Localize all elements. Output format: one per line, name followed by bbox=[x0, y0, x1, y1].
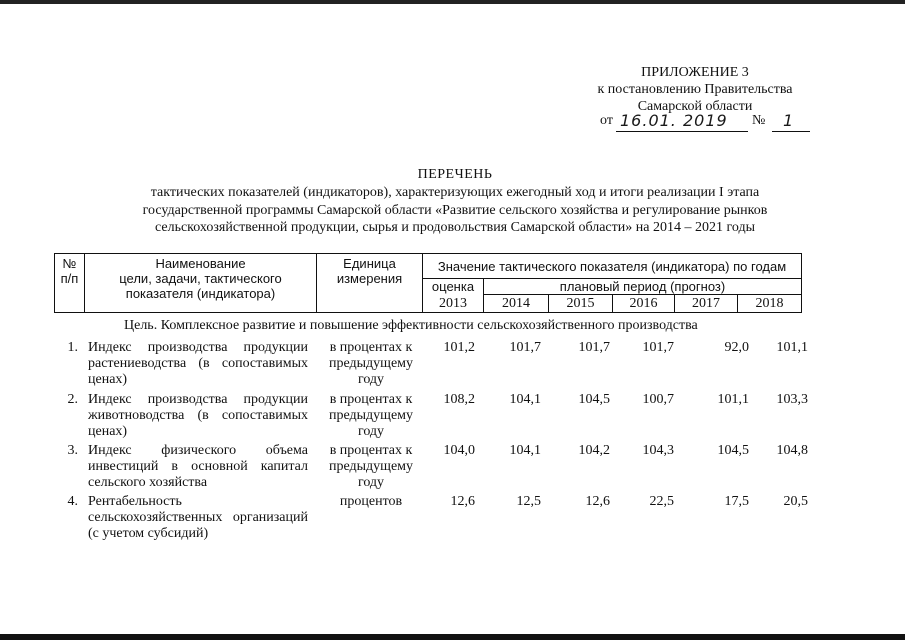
row-name: Рентабельность сельскохозяйственных организаций (с учетом субсидий) bbox=[88, 494, 308, 541]
header-estimate: оценка bbox=[423, 279, 484, 295]
header-year-2015: 2015 bbox=[549, 295, 613, 313]
header-year-2013: 2013 bbox=[423, 295, 484, 313]
row-unit: в процентах к предыдущему году bbox=[328, 443, 414, 490]
row-num: 2. bbox=[67, 392, 78, 407]
value-2014: 104,1 bbox=[509, 443, 541, 458]
value-2013: 101,2 bbox=[443, 340, 475, 355]
appendix-line3: Самарской области bbox=[637, 99, 753, 114]
subtitle-line: тактических показателей (индикаторов), характеризующих ежегодный ход и итоги реализации I этапа bbox=[150, 185, 760, 200]
handwritten-number: 1 bbox=[783, 111, 795, 130]
scan-bottom-edge bbox=[0, 634, 905, 640]
row-unit: в процентах к предыдущему году bbox=[328, 340, 414, 387]
value-2014: 12,5 bbox=[516, 494, 541, 509]
value-2016: 22,5 bbox=[649, 494, 674, 509]
header-unit: Единица измерения bbox=[317, 254, 423, 313]
value-2015: 101,7 bbox=[578, 340, 610, 355]
value-2018: 104,8 bbox=[776, 443, 808, 458]
value-2018: 103,3 bbox=[776, 392, 808, 407]
value-2013: 104,0 bbox=[443, 443, 475, 458]
handwritten-date: 16.01. 2019 bbox=[620, 111, 728, 130]
subtitle-line: государственной программы Самарской области «Развитие сельского хозяйства и регулирование рынков bbox=[142, 202, 768, 218]
header-values: Значение тактического показателя (индикатора) по годам bbox=[423, 254, 802, 279]
header-name: Наименование цели, задачи, тактического показателя (индикатора) bbox=[85, 254, 317, 313]
date-underline bbox=[616, 131, 748, 132]
value-2013: 12,6 bbox=[450, 494, 475, 509]
row-name: Индекс производства продукции животноводства (в сопоставимых ценах) bbox=[88, 392, 308, 439]
value-2016: 100,7 bbox=[642, 392, 674, 407]
row-name: Индекс производства продукции растениеводства (в сопоставимых ценах) bbox=[88, 340, 308, 387]
header-forecast: плановый период (прогноз) bbox=[484, 279, 802, 295]
value-2014: 101,7 bbox=[509, 340, 541, 355]
value-2014: 104,1 bbox=[509, 392, 541, 407]
row-name: Индекс физического объема инвестиций в основной капитал сельского хозяйства bbox=[88, 443, 308, 490]
value-2017: 104,5 bbox=[717, 443, 749, 458]
header-num: № п/п bbox=[55, 254, 85, 313]
value-2018: 20,5 bbox=[783, 494, 808, 509]
appendix-header bbox=[560, 64, 830, 115]
value-2018: 101,1 bbox=[776, 340, 808, 355]
row-num: 3. bbox=[67, 443, 78, 458]
row-unit: процентов bbox=[339, 494, 403, 509]
appendix-line2: к постановлению Правительства bbox=[597, 82, 793, 97]
subtitle-line: сельскохозяйственной продукции, сырья и продовольствия Самарской области» на 2014 – 2021 годы bbox=[155, 220, 755, 235]
row-unit: в процентах к предыдущему году bbox=[328, 392, 414, 439]
value-2017: 92,0 bbox=[724, 340, 749, 355]
value-2013: 108,2 bbox=[443, 392, 475, 407]
header-year-2018: 2018 bbox=[738, 295, 802, 313]
value-2017: 17,5 bbox=[724, 494, 749, 509]
number-prefix: № bbox=[752, 113, 766, 128]
row-num: 1. bbox=[67, 340, 78, 355]
number-underline bbox=[772, 131, 810, 132]
document-subtitle bbox=[60, 184, 850, 237]
header-year-2014: 2014 bbox=[484, 295, 549, 313]
indicators-table-header bbox=[54, 253, 802, 313]
header-year-2017: 2017 bbox=[675, 295, 738, 313]
value-2017: 101,1 bbox=[717, 392, 749, 407]
value-2015: 104,2 bbox=[578, 443, 610, 458]
goal-row: Цель. Комплексное развитие и повышение эффективности сельскохозяйственного производства bbox=[124, 318, 698, 333]
date-prefix: от bbox=[600, 113, 613, 128]
value-2016: 101,7 bbox=[642, 340, 674, 355]
value-2016: 104,3 bbox=[642, 443, 674, 458]
value-2015: 12,6 bbox=[585, 494, 610, 509]
appendix-title: ПРИЛОЖЕНИЕ 3 bbox=[641, 65, 749, 80]
value-2015: 104,5 bbox=[578, 392, 610, 407]
row-num: 4. bbox=[67, 494, 78, 509]
scan-top-edge bbox=[0, 0, 905, 4]
document-title: ПЕРЕЧЕНЬ bbox=[417, 167, 493, 182]
header-year-2016: 2016 bbox=[613, 295, 675, 313]
